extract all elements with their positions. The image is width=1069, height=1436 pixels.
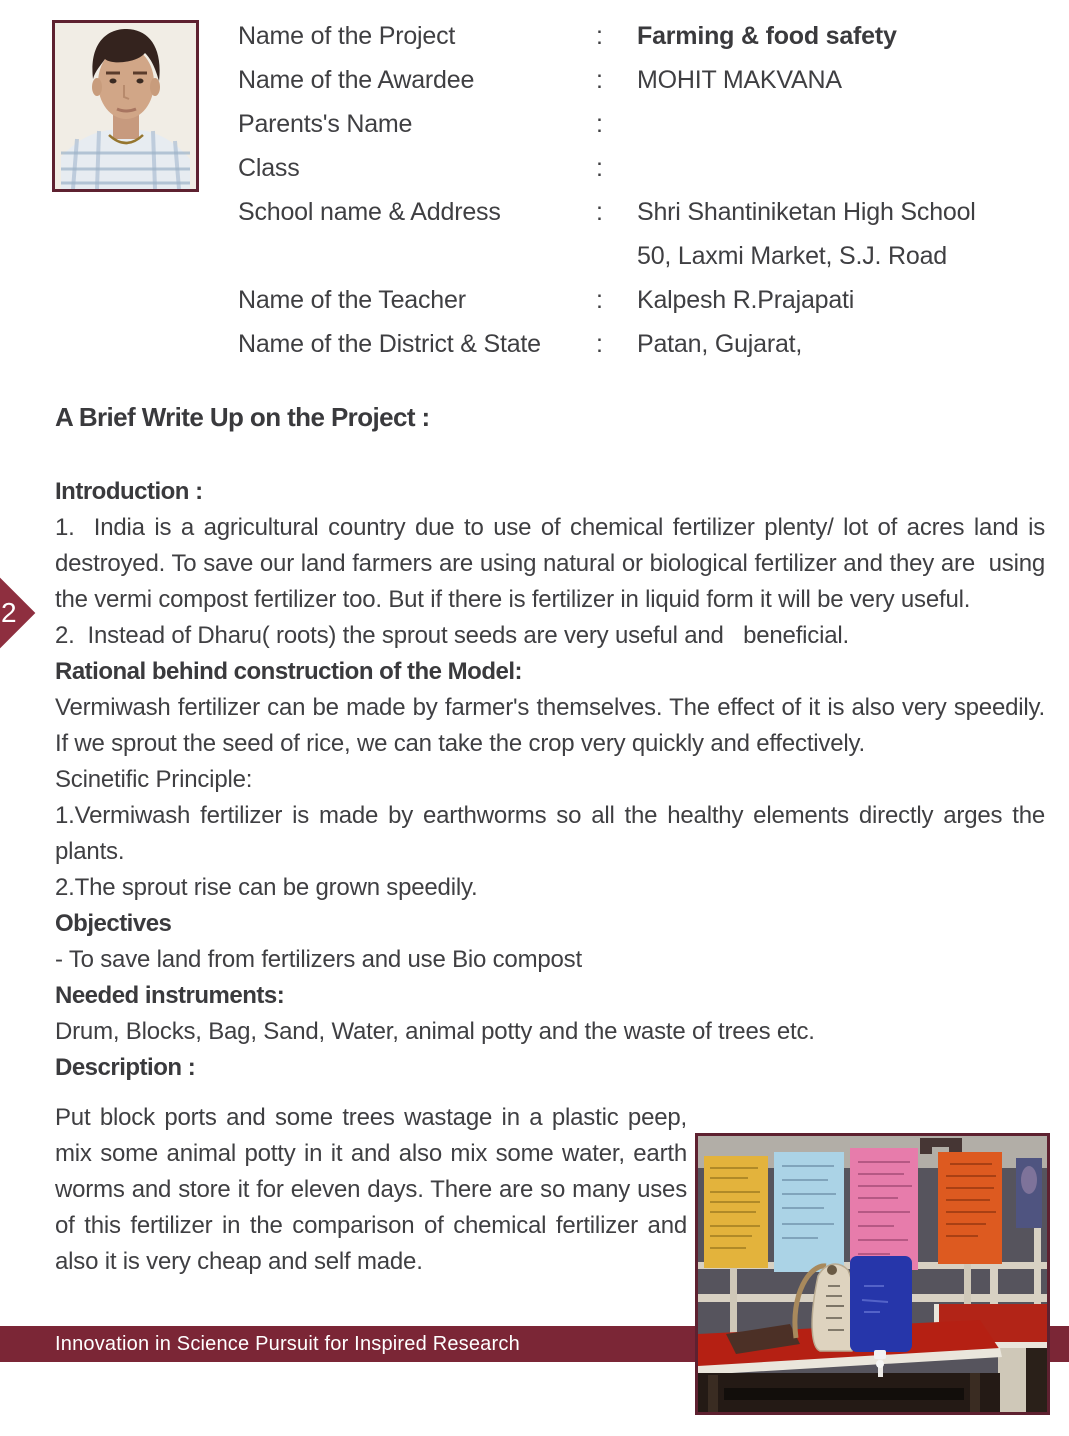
paragraph-description: Put block ports and some trees wastage in a plastic peep, mix some animal potty in it and also mix some water, earth worms and store it for eleven days. There are so many uses of this fertilizer in the comparison of chemical fertilizer and also it is very cheap and self made. — [55, 1104, 687, 1275]
table-row — [238, 278, 1048, 322]
paragraph-principle-2: 2.The sprout rise can be grown speedily. — [55, 874, 478, 901]
section-heading-rational: Rational behind construction of the Model: — [55, 658, 522, 685]
school-name-value: Shri Shantiniketan High School — [637, 198, 976, 226]
project-info-table — [238, 14, 1048, 366]
paragraph-introduction-1: 1. India is a agricultural country due to use of chemical fertilizer plenty/ lot of acres land is destroyed. To save our land farmers are using natural or biological fertilizer and they are using the vermi compost fertilizer too. But if there is fertilizer in liquid form it will be very useful. — [55, 514, 1045, 613]
section-heading-description: Description : — [55, 1054, 196, 1081]
info-label: Name of the Teacher — [238, 286, 466, 314]
info-colon: : — [596, 286, 603, 314]
paragraph-rational: Vermiwash fertilizer can be made by farmer's themselves. The effect of it is also very speedily. If we sprout the seed of rice, we can take the crop very quickly and effectively. — [55, 694, 1045, 757]
info-colon — [596, 234, 637, 278]
section-heading-objectives: Objectives — [55, 910, 172, 937]
project-name-value: Farming & food safety — [637, 22, 897, 50]
table-row — [238, 234, 1048, 278]
table-row — [238, 322, 1048, 366]
awardee-photo-image — [55, 23, 196, 189]
table-row — [238, 102, 1048, 146]
parents-name-value — [637, 102, 1048, 146]
district-state-value: Patan, Gujarat, — [637, 330, 803, 358]
section-heading-introduction: Introduction : — [55, 478, 203, 505]
info-label: Name of the Project — [238, 22, 456, 50]
info-label: Name of the District & State — [238, 330, 541, 358]
subheading-scientific-principle: Scinetific Principle: — [55, 766, 253, 793]
table-row — [238, 14, 1048, 58]
paragraph-introduction-2: 2. Instead of Dharu( roots) the sprout seeds are very useful and beneficial. — [55, 622, 849, 649]
info-label — [238, 234, 596, 278]
awardee-name-value: MOHIT MAKVANA — [637, 66, 842, 94]
info-colon: : — [596, 330, 603, 358]
model-exhibit-image — [698, 1136, 1047, 1412]
info-colon: : — [596, 198, 603, 226]
paragraph-objectives: - To save land from fertilizers and use Bio compost — [55, 946, 582, 973]
info-colon: : — [596, 22, 603, 50]
info-colon: : — [596, 110, 603, 138]
table-row — [238, 146, 1048, 190]
class-value — [637, 146, 1048, 190]
model-exhibit-photo — [695, 1133, 1050, 1415]
info-label: School name & Address — [238, 198, 501, 226]
footer-banner: Innovation in Science Pursuit for Inspired Research — [0, 1326, 1069, 1362]
paragraph-instruments: Drum, Blocks, Bag, Sand, Water, animal potty and the waste of trees etc. — [55, 1018, 815, 1045]
writeup-title: A Brief Write Up on the Project : — [55, 402, 430, 432]
info-colon: : — [596, 154, 603, 182]
awardee-photo — [52, 20, 199, 192]
table-row — [238, 58, 1048, 102]
info-label: Parents's Name — [238, 110, 413, 138]
paragraph-principle-1: 1.Vermiwash fertilizer is made by earthworms so all the healthy elements directly arges the plants. — [55, 802, 1045, 865]
school-address-value: 50, Laxmi Market, S.J. Road — [637, 242, 948, 270]
info-label: Name of the Awardee — [238, 66, 475, 94]
page-number: 2 — [1, 597, 17, 628]
section-heading-needed-instruments: Needed instruments: — [55, 982, 285, 1009]
table-row — [238, 190, 1048, 234]
teacher-name-value: Kalpesh R.Prajapati — [637, 286, 855, 314]
info-label: Class — [238, 154, 300, 182]
info-colon: : — [596, 66, 603, 94]
